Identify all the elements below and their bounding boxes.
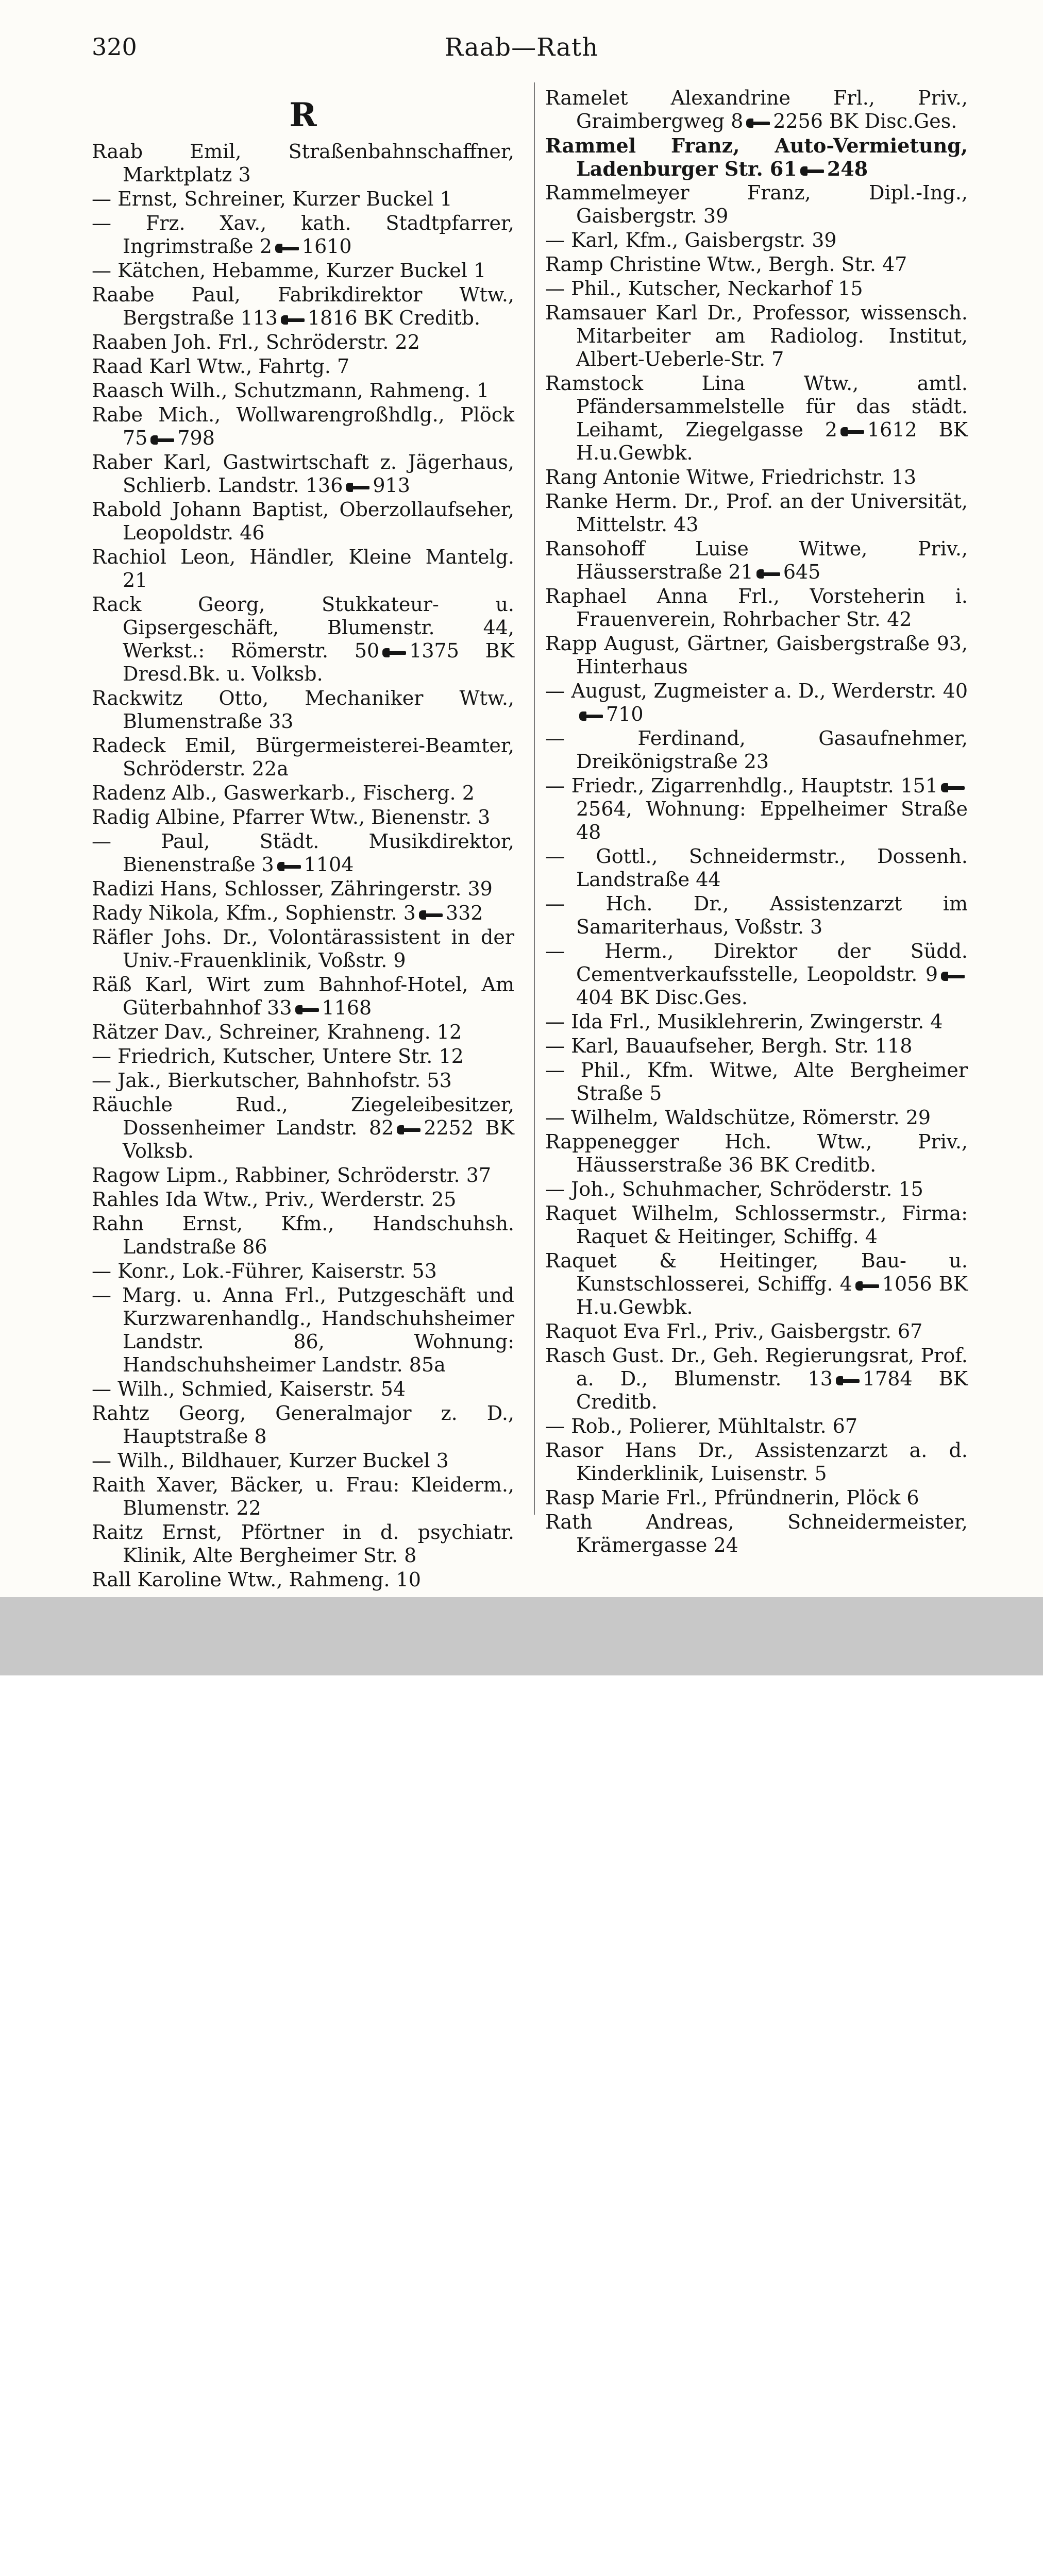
directory-entry [92,498,514,545]
directory-entry [92,403,514,450]
directory-entry [545,632,968,679]
directory-entry [545,229,968,252]
directory-entry [545,1511,968,1557]
directory-entry [545,1202,968,1248]
directory-entry [92,687,514,733]
entry-text: Radeck Emil, Bürgermeisterei-Beamter, Schröderstr. 22a [92,734,514,780]
directory-entry [545,87,968,133]
directory-entry [545,1010,968,1033]
entry-text: — Gottl., Schneidermstr., Dossenh. Landstraße 44 [545,845,968,891]
entry-text: — Phil., Kutscher, Neckarhof 15 [545,277,863,300]
entry-text: 248 [827,157,868,180]
entry-text: Rahles Ida Wtw., Priv., Werderstr. 25 [92,1188,457,1211]
directory-entry [92,188,514,211]
entry-text: — Karl, Kfm., Gaisbergstr. 39 [545,229,837,251]
directory-entry [92,379,514,402]
entry-text: 1612 BK H.u.Gewbk. [576,418,968,464]
directory-entry [545,940,968,1009]
entry-text: Rabe Mich., Wollwarengroßhdlg., Plöck 75 [92,403,514,449]
directory-entry [92,1021,514,1044]
telephone-icon [275,244,299,253]
entry-text: Rath Andreas, Schneidermeister, Krämergasse 24 [545,1511,968,1556]
entry-text: Rady Nikola, Kfm., Sophienstr. 3 [92,902,416,924]
entry-text: Räfler Johs. Dr., Volontärassistent in der Univ.-Frauenklinik, Voßstr. 9 [92,926,514,972]
telephone-icon [756,569,780,579]
telephone-icon [150,435,174,445]
right-column [545,87,968,1558]
directory-entry [92,1378,514,1401]
entry-text: Rack Georg, Stukkateur- u. Gipsergeschäft, Blumenstr. 44, Werkst.: Römerstr. 50 [92,593,514,662]
telephone-icon [277,862,301,871]
directory-entry [92,1473,514,1520]
telephone-icon [840,427,864,436]
directory-entry [545,1106,968,1129]
entry-text: Radizi Hans, Schlosser, Zähringerstr. 39 [92,877,493,900]
entry-text: Raphael Anna Frl., Vorsteherin i. Frauenverein, Rohrbacher Str. 42 [545,585,968,631]
entry-text: Raaben Joh. Frl., Schröderstr. 22 [92,331,420,353]
entry-text: Raad Karl Wtw., Fahrtg. 7 [92,355,350,378]
entry-text: Ransohoff Luise Witwe, Priv., Häusserstraße 21 [545,537,968,583]
entry-text: — Phil., Kfm. Witwe, Alte Bergheimer Straße 5 [545,1059,968,1105]
entry-text: Ramstock Lina Wtw., amtl. Pfändersammelstelle für das städt. Leihamt, Ziegelgasse 2 [545,372,968,441]
entry-text: Rapp August, Gärtner, Gaisbergstraße 93, Hinterhaus [545,632,968,678]
directory-entry [92,355,514,378]
entry-text: — Ida Frl., Musiklehrerin, Zwingerstr. 4 [545,1010,943,1033]
entry-text: — Herm., Direktor der Südd. Cementverkaufsstelle, Leopoldstr. 9 [545,940,968,986]
entry-text: Rahn Ernst, Kfm., Handschuhsh. Landstraße 86 [92,1212,514,1258]
entry-text: Ragow Lipm., Rabbiner, Schröderstr. 37 [92,1164,492,1187]
entry-text: Ramp Christine Wtw., Bergh. Str. 47 [545,253,907,276]
directory-entry [545,1320,968,1343]
directory-entry [92,1284,514,1377]
entry-text: Rappenegger Hch. Wtw., Priv., Häusserstraße 36 BK Creditb. [545,1130,968,1176]
column-divider [534,82,535,1515]
telephone-icon [836,1376,860,1385]
directory-entry [92,806,514,829]
entry-text: Räuchle Rud., Ziegeleibesitzer, Dossenheimer Landstr. 82 [92,1093,514,1139]
entry-text: — Karl, Bauaufseher, Bergh. Str. 118 [545,1035,913,1057]
directory-entry [92,782,514,805]
directory-entry [545,845,968,891]
directory-entry [92,973,514,1020]
telephone-icon [855,1281,879,1291]
entry-text: Rang Antonie Witwe, Friedrichstr. 13 [545,466,917,488]
entry-text: Raith Xaver, Bäcker, u. Frau: Kleiderm., Blumenstr. 22 [92,1473,514,1519]
directory-entry [545,1178,968,1201]
entry-text: Rall Karoline Wtw., Rahmeng. 10 [92,1568,421,1591]
entry-text: 913 [373,474,410,497]
entry-text: 332 [445,902,483,924]
entry-text: Ramsauer Karl Dr., Professor, wissensch. Mitarbeiter am Radiolog. Institut, Albert-Ueberle-Str. 7 [545,301,968,370]
entry-text: — Wilh., Bildhauer, Kurzer Buckel 3 [92,1449,449,1472]
entry-text: Raabe Paul, Fabrikdirektor Wtw., Bergstraße 113 [92,283,514,329]
entry-text: 798 [177,427,215,449]
entry-text: 1610 [301,235,352,258]
directory-entry [545,774,968,844]
entry-text: 2252 BK Volksb. [123,1116,514,1162]
entry-text: Rasor Hans Dr., Assistenzarzt a. d. Kinderklinik, Luisenstr. 5 [545,1439,968,1485]
telephone-icon [346,483,369,492]
directory-entry [92,1449,514,1472]
entry-text: — Friedr., Zigarrenhdlg., Hauptstr. 151 [545,774,938,797]
entry-text: 404 BK Disc.Ges. [576,986,748,1009]
entry-text: Rasch Gust. Dr., Geh. Regierungsrat, Prof. a. D., Blumenstr. 13 [545,1344,968,1390]
entry-text: 2564, Wohnung: Eppelheimer Straße 48 [576,798,968,843]
directory-entry [92,926,514,972]
directory-entry [545,1059,968,1105]
entry-text: Radig Albine, Pfarrer Wtw., Bienenstr. 3 [92,806,491,828]
entry-text: Rackwitz Otto, Mechaniker Wtw., Blumenstraße 33 [92,687,514,733]
directory-entry [545,585,968,631]
directory-entry [545,253,968,276]
telephone-icon [746,118,770,128]
entry-text: — Friedrich, Kutscher, Untere Str. 12 [92,1045,464,1067]
entry-text: 1816 BK Creditb. [307,307,481,329]
entry-text: — Wilhelm, Waldschütze, Römerstr. 29 [545,1106,931,1129]
entry-text: 1168 [322,996,372,1019]
entry-text: — Jak., Bierkutscher, Bahnhofstr. 53 [92,1069,452,1092]
directory-entry [545,1035,968,1058]
entry-text: — Joh., Schuhmacher, Schröderstr. 15 [545,1178,923,1200]
directory-entry [92,1568,514,1591]
directory-entry [545,1249,968,1319]
directory-entry [545,727,968,773]
entry-text: Rammel Franz, Auto-Vermietung, Ladenburger Str. 61 [545,134,968,180]
entry-text: — Rob., Polierer, Mühltalstr. 67 [545,1415,857,1437]
directory-entry [92,1212,514,1259]
directory-entry [92,1093,514,1163]
entry-text: Raasch Wilh., Schutzmann, Rahmeng. 1 [92,379,490,402]
directory-entry [545,301,968,371]
entry-text: Raber Karl, Gastwirtschaft z. Jägerhaus, Schlierb. Landstr. 136 [92,451,514,497]
directory-entry [545,1344,968,1414]
section-letter: R [289,96,317,134]
entry-text: Ramelet Alexandrine Frl., Priv., Graimbergweg 8 [545,87,968,132]
entry-text: 1375 BK Dresd.Bk. u. Volksb. [123,639,514,685]
directory-entry [92,451,514,497]
directory-entry [92,593,514,686]
entry-text: Rahtz Georg, Generalmajor z. D., Hauptstraße 8 [92,1402,514,1448]
directory-entry [92,140,514,187]
telephone-icon [281,315,305,325]
entry-text: Raab Emil, Straßenbahnschaffner, Marktplatz 3 [92,140,514,186]
entry-text: Rasp Marie Frl., Pfründnerin, Plöck 6 [545,1486,919,1509]
directory-entry [545,892,968,939]
directory-entry [92,1045,514,1068]
directory-entry [545,1486,968,1510]
entry-text: — August, Zugmeister a. D., Werderstr. 40 [545,680,968,702]
entry-text: 1056 BK H.u.Gewbk. [576,1273,968,1318]
directory-entry [92,1188,514,1211]
directory-entry [545,372,968,465]
directory-entry [545,680,968,726]
directory-entry [545,1439,968,1485]
entry-text: — Ferdinand, Gasaufnehmer, Dreikönigstraße 23 [545,727,968,773]
entry-text: — Konr., Lok.-Führer, Kaiserstr. 53 [92,1260,437,1282]
entry-text: — Marg. u. Anna Frl., Putzgeschäft und Kurzwarenhandlg., Handschuhsheimer Landstr. 86, Wohnung: Handschuhsheimer Landstr. 85a [92,1284,514,1376]
entry-text: — Kätchen, Hebamme, Kurzer Buckel 1 [92,259,486,282]
telephone-icon [941,972,965,981]
directory-entry [92,1069,514,1092]
left-column [92,87,514,1592]
entry-text: Rätzer Dav., Schreiner, Krahneng. 12 [92,1021,462,1043]
directory-entry [545,1130,968,1177]
directory-entry [92,259,514,282]
entry-text: Raquet & Heitinger, Bau- u. Kunstschlosserei, Schiffg. 4 [545,1249,968,1295]
directory-entry [545,1415,968,1438]
telephone-icon [941,783,965,792]
directory-entry [92,546,514,592]
telephone-icon [419,910,443,920]
entry-text: Ranke Herm. Dr., Prof. an der Universität, Mittelstr. 43 [545,490,968,536]
page-number: 320 [92,33,137,61]
entry-text: Raquot Eva Frl., Priv., Gaisbergstr. 67 [545,1320,923,1343]
telephone-icon [382,648,406,657]
directory-entry [92,1521,514,1567]
entry-text: — Wilh., Schmied, Kaiserstr. 54 [92,1378,406,1400]
entry-text: — Ernst, Schreiner, Kurzer Buckel 1 [92,188,452,210]
telephone-icon [397,1125,420,1134]
directory-entry [92,734,514,781]
directory-entry [92,877,514,901]
entry-text: Raquet Wilhelm, Schlossermstr., Firma: Raquet & Heitinger, Schiffg. 4 [545,1202,968,1248]
entry-text: 645 [783,561,821,583]
directory-entry [545,277,968,300]
directory-entry [545,537,968,584]
directory-entry [545,490,968,536]
directory-entry [92,331,514,354]
entry-text: Raitz Ernst, Pförtner in d. psychiatr. Klinik, Alte Bergheimer Str. 8 [92,1521,514,1567]
directory-entry [545,134,968,180]
running-title: Raab—Rath [444,33,599,62]
directory-entry [92,830,514,876]
directory-entry [92,283,514,330]
entry-text: 2256 BK Disc.Ges. [773,110,957,132]
entry-text: 1104 [304,853,354,876]
directory-entry [92,1260,514,1283]
directory-entry [545,181,968,228]
directory-entry [545,466,968,489]
telephone-icon [295,1005,319,1014]
entry-text: Räß Karl, Wirt zum Bahnhof-Hotel, Am Güterbahnhof 33 [92,973,514,1019]
entry-text: 1784 BK Creditb. [576,1367,968,1413]
entry-text: — Hch. Dr., Assistenzarzt im Samariterhaus, Voßstr. 3 [545,892,968,938]
entry-text: Rabold Johann Baptist, Oberzollaufseher, Leopoldstr. 46 [92,498,514,544]
entry-text: Rachiol Leon, Händler, Kleine Mantelg. 21 [92,546,514,591]
entry-text: 710 [606,703,644,725]
entry-text: Rammelmeyer Franz, Dipl.-Ing., Gaisbergstr. 39 [545,181,968,227]
directory-entry [92,212,514,258]
entry-text: — Frz. Xav., kath. Stadtpfarrer, Ingrimstraße 2 [92,212,514,258]
directory-entry [92,1402,514,1448]
footer-bar [0,1597,1043,1675]
directory-entry [92,1164,514,1187]
entry-text: Radenz Alb., Gaswerkarb., Fischerg. 2 [92,782,475,804]
telephone-icon [800,166,824,176]
directory-entry [92,902,514,925]
telephone-icon [579,711,603,721]
entry-text: — Paul, Städt. Musikdirektor, Bienenstraße 3 [92,830,514,876]
